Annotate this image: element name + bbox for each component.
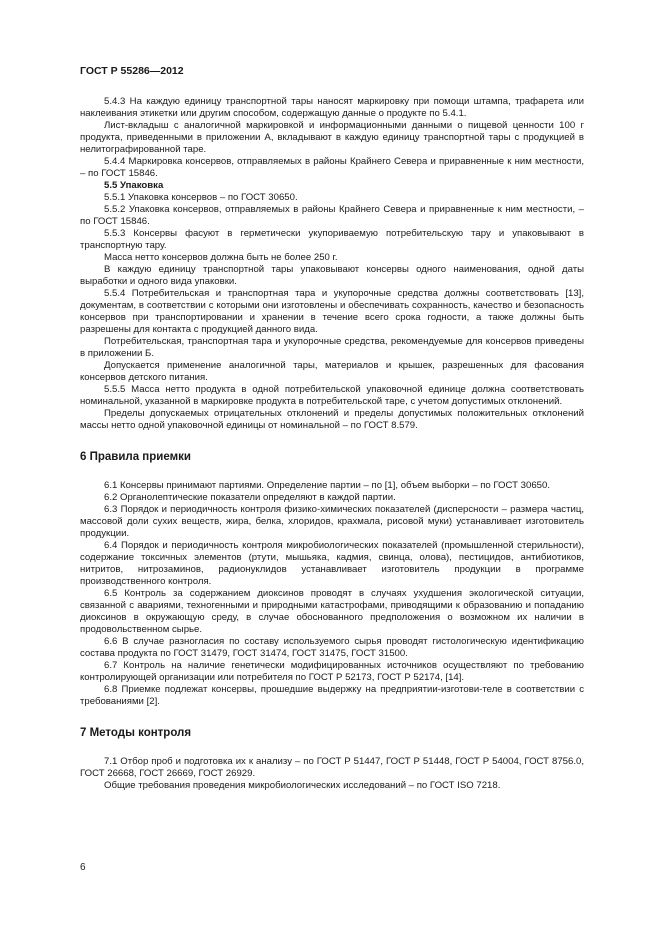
paragraph: 5.5.3 Консервы фасуют в герметически укупориваемую потребительскую тару и упаковывают в транспортную тару. xyxy=(80,228,584,251)
paragraph: Пределы допускаемых отрицательных отклонений и пределы допустимых положительных отклонений массы нетто одной упаковочной единицы от номинальной – по ГОСТ 8.579. xyxy=(80,408,584,431)
paragraph: 7.1 Отбор проб и подготовка их к анализу – по ГОСТ Р 51447, ГОСТ Р 51448, ГОСТ Р 54004, ГОСТ 8756.0, ГОСТ 26668, ГОСТ 26669, ГОСТ 26929. xyxy=(80,756,584,779)
paragraph: 6.5 Контроль за содержанием диоксинов проводят в случаях ухудшения экологической ситуации, связанной с авариями, техногенными и природными катастрофами, приводящими к образованию и попаданию диоксинов в окружающую среду, в случае обоснованного предположения о возможном их наличии в продовольственном сырье. xyxy=(80,588,584,635)
paragraph: 5.4.3 На каждую единицу транспортной тары наносят маркировку при помощи штампа, трафарета или наклеивания этикетки или другим способом, содержащую данные о продукте по 5.4.1. xyxy=(80,96,584,119)
paragraph: 5.5.1 Упаковка консервов – по ГОСТ 30650. xyxy=(104,192,298,203)
paragraph: 5.4.4 Маркировка консервов, отправляемых в районы Крайнего Севера и приравненные к ним местности, – по ГОСТ 15846. xyxy=(80,156,584,179)
paragraph: 6.3 Порядок и периодичность контроля физико-химических показателей (дисперсности – размера частиц, массовой доли сухих веществ, жира, белка, хлоридов, крахмала, рисовой муки) устанавливает изготовитель продукции. xyxy=(80,504,584,539)
paragraph: 6.6 В случае разногласия по составу используемого сырья проводят гистологическую идентификацию состава продукта по ГОСТ 31479, ГОСТ 31474, ГОСТ 31475, ГОСТ 31500. xyxy=(80,636,584,659)
paragraph: 5.5.4 Потребительская и транспортная тара и укупорочные средства должны соответствовать [13], документам, в соответствии с которыми они изготовлены и обеспечивать сохранность, качество и безопасность консервов при транспортировании и хранении в течение всего срока годности, а также должны быть разрешены для контакта с продукцией данного вида. xyxy=(80,288,584,335)
paragraph: 5.5.5 Масса нетто продукта в одной потребительской упаковочной единице должна соответствовать номинальной, указанной в маркировке продукта в потребительской таре, с учетом допустимых отклонений. xyxy=(80,384,584,407)
paragraph: 6.7 Контроль на наличие генетически модифицированных источников осуществляют по требованию контролирующей организации или потребителя по ГОСТ Р 52173, ГОСТ Р 52174, [14]. xyxy=(80,660,584,683)
paragraph: 6.1 Консервы принимают партиями. Определение партии – по [1], объем выборки – по ГОСТ 30650. xyxy=(104,480,550,491)
document-body xyxy=(80,96,584,792)
paragraph: Общие требования проведения микробиологических исследований – по ГОСТ ISO 7218. xyxy=(104,780,501,791)
paragraph: 6.8 Приемке подлежат консервы, прошедшие выдержку на предприятии-изготови-теле в соответствии с требованиями [2]. xyxy=(80,684,584,707)
paragraph: Допускается применение аналогичной тары, материалов и крышек, разрешенных для фасования консервов детского питания. xyxy=(80,360,584,383)
subsection-heading: 5.5 Упаковка xyxy=(104,180,164,191)
paragraph: Масса нетто консервов должна быть не более 250 г. xyxy=(104,252,338,263)
paragraph: 5.5.2 Упаковка консервов, отправляемых в районы Крайнего Севера и приравненные к ним местности, – по ГОСТ 15846. xyxy=(80,204,584,227)
paragraph: 6.4 Порядок и периодичность контроля микробиологических показателей (промышленной стерильности), содержание токсичных элементов (ртути, мышьяка, кадмия, свинца, олова), пестицидов, антибиотиков, нитритов, нитрозаминов, радионуклидов устанавливает изготовитель продукции в программе производственного контроля. xyxy=(80,540,584,587)
section-heading: 6 Правила приемки xyxy=(80,451,191,463)
paragraph: Лист-вкладыш с аналогичной маркировкой и информационными данными о пищевой ценности 100 г продукта, приведенными в приложении А, вкладывают в каждую единицу транспортной тары с продукцией в нелитографированной таре. xyxy=(80,120,584,155)
paragraph: В каждую единицу транспортной тары упаковывают консервы одного наименования, одной даты выработки и одного вида упаковки. xyxy=(80,264,584,287)
paragraph: 6.2 Органолептические показатели определяют в каждой партии. xyxy=(104,492,396,503)
section-heading: 7 Методы контроля xyxy=(80,727,192,739)
page-number: 6 xyxy=(80,862,86,873)
document-header: ГОСТ Р 55286—2012 xyxy=(80,65,184,77)
paragraph: Потребительская, транспортная тара и укупорочные средства, рекомендуемые для консервов приведены в приложении Б. xyxy=(80,336,584,359)
